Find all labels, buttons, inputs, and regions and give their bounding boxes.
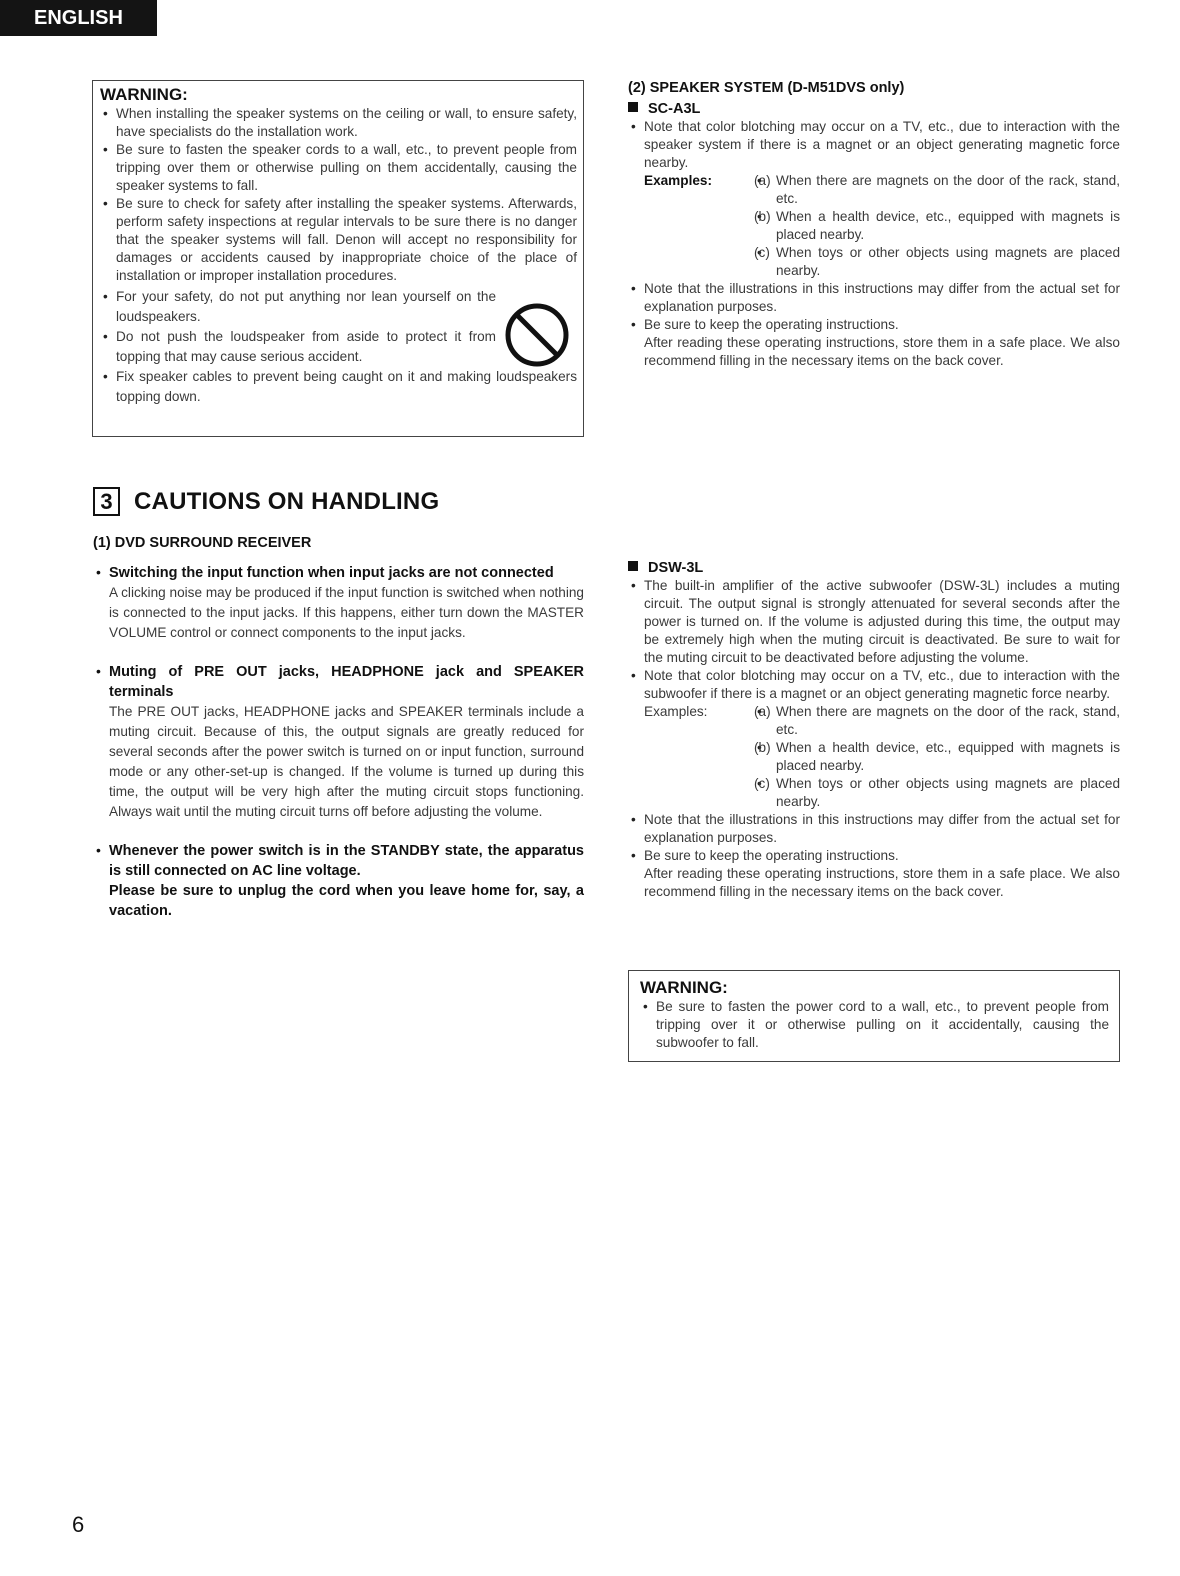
examples-list — [754, 172, 1120, 280]
warning-item: • Do not push the loudspeaker from aside to protect it from topping that may cause serious accident. — [100, 327, 496, 367]
example-item: • (a) When there are magnets on the door of the rack, stand, etc. — [754, 172, 1120, 208]
examples-list — [754, 703, 1120, 811]
warning-title: WARNING: — [640, 978, 728, 997]
topic-input-switching — [93, 563, 584, 643]
topic-head: • Muting of PRE OUT jacks, HEADPHONE jack and SPEAKER terminals — [109, 664, 584, 700]
subwoofer-section — [628, 559, 1120, 901]
warning-list — [640, 998, 1109, 1052]
examples-block — [644, 703, 1120, 811]
subwoofer-notes-list — [628, 577, 1120, 901]
topic-standby — [93, 841, 584, 921]
note-item: • Note that the illustrations in this instructions may differ from the actual set for explanation purposes. — [628, 811, 1120, 847]
note-item: • Be sure to keep the operating instructions. After reading these operating instructions, store them in a safe place. We also recommend filling in the necessary items on the back cover. — [628, 847, 1120, 901]
speaker-notes-list — [628, 118, 1120, 370]
warning-item: • Be sure to fasten the speaker cords to a wall, etc., to prevent people from tripping over them or otherwise pulling on them accidentally, causing the speaker systems to fall. — [100, 141, 577, 195]
warning-item: • Be sure to fasten the power cord to a wall, etc., to prevent people from tripping over it or otherwise pulling on it accidentally, causing the subwoofer to fall. — [640, 998, 1109, 1052]
examples-block — [644, 172, 1120, 280]
warning-item: • When installing the speaker systems on the ceiling or wall, to ensure safety, have specialists do the installation work. — [100, 105, 577, 141]
warning-item: • Fix speaker cables to prevent being caught on it and making loudspeakers topping down. — [100, 367, 577, 407]
model-heading-dsw-3l: DSW-3L — [628, 559, 1120, 577]
section-number: 3 — [93, 487, 120, 516]
model-heading-sc-a3l: SC-A3L — [628, 100, 1120, 118]
no-entry-icon — [505, 303, 569, 367]
topic-head: • Switching the input function when input jacks are not connected — [109, 565, 554, 581]
note-item: • The built-in amplifier of the active subwoofer (DSW-3L) includes a muting circuit. The output signal is strongly attenuated for several seconds after the power is turned on. If the volume is adjusted during this time, the output may be extremely high when the muting circuit is deactivated. Be sure to wait for the muting circuit to be deactivated before adjusting the volume. — [628, 577, 1120, 667]
examples-label: Examples: — [644, 173, 713, 188]
dvd-receiver-section — [93, 534, 584, 921]
topic-body: The PRE OUT jacks, HEADPHONE jacks and SPEAKER terminals include a muting circuit. Because of this, the output signals are greatly reduced for several seconds after the power switch is turned on or input function, surround mode or any other-set-up is changed. If the volume is turned up during this time, the output will be very high after the muting circuit stops functioning. Always wait until the muting circuit turns off before adjusting the volume. — [109, 704, 584, 819]
note-item: • Note that color blotching may occur on a TV, etc., due to interaction with the speaker system if there is a magnet or an object generating magnetic force nearby. Examples: • (a) When there are magnets on the door of the rack, stand, etc. • (b) When a health device, etc., equipped with magnets is placed nearby. • (c) When toys or other objects using magnets are placed nearby. — [628, 118, 1120, 280]
example-item: • (b) When a health device, etc., equipped with magnets is placed nearby. — [754, 208, 1120, 244]
examples-label: Examples: — [644, 704, 708, 719]
example-item: • (b) When a health device, etc., equipped with magnets is placed nearby. — [754, 739, 1120, 775]
topic-head: Please be sure to unplug the cord when you leave home for, say, a vacation. — [109, 883, 584, 919]
page-number: 6 — [72, 1512, 85, 1537]
warning-title: WARNING: — [100, 85, 188, 104]
note-item: • Be sure to keep the operating instructions. After reading these operating instructions, store them in a safe place. We also recommend filling in the necessary items on the back cover. — [628, 316, 1120, 370]
topic-head: • Whenever the power switch is in the STANDBY state, the apparatus is still connected on AC line voltage. — [109, 843, 584, 879]
warning-box-subwoofer — [628, 970, 1120, 1062]
language-tab: ENGLISH — [0, 0, 157, 36]
square-bullet-icon — [628, 102, 638, 112]
speaker-system-heading: (2) SPEAKER SYSTEM (D-M51DVS only) — [628, 80, 905, 96]
note-item: • Note that the illustrations in this instructions may differ from the actual set for explanation purposes. — [628, 280, 1120, 316]
example-item: • (c) When toys or other objects using magnets are placed nearby. — [754, 775, 1120, 811]
topic-muting — [93, 662, 584, 822]
warning-item: • Be sure to check for safety after installing the speaker systems. Afterwards, perform safety inspections at regular intervals to be sure there is no danger that the speaker systems will fall. Denon will accept no responsibility for damages or accidents caused by inappropriate choice of the place of installation or improper installation procedures. — [100, 195, 577, 285]
section-heading — [93, 487, 439, 516]
warning-item: • For your safety, do not put anything nor lean yourself on the loudspeakers. — [100, 287, 496, 327]
dvd-receiver-heading: (1) DVD SURROUND RECEIVER — [93, 535, 312, 551]
note-item: • Note that color blotching may occur on a TV, etc., due to interaction with the subwoofer if there is a magnet or an object generating magnetic force nearby. Examples: • (a) When there are magnets on the door of the rack, stand, etc. • (b) When a health device, etc., equipped with magnets is placed nearby. • (c) When toys or other objects using magnets are placed nearby. — [628, 667, 1120, 811]
example-item: • (a) When there are magnets on the door of the rack, stand, etc. — [754, 703, 1120, 739]
square-bullet-icon — [628, 561, 638, 571]
speaker-system-section — [628, 79, 1120, 370]
warning-box-speakers — [92, 80, 584, 437]
topic-body: A clicking noise may be produced if the input function is switched when nothing is connected to the input jacks. If this happens, either turn down the MASTER VOLUME control or connect components to the input jacks. — [109, 585, 584, 640]
example-item: • (c) When toys or other objects using magnets are placed nearby. — [754, 244, 1120, 280]
section-title: CAUTIONS ON HANDLING — [134, 487, 440, 515]
